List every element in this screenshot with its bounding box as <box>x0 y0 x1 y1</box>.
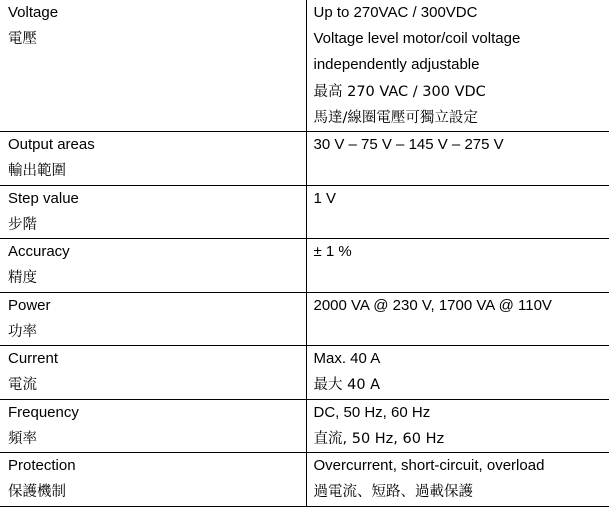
spec-value-line: ± 1 % <box>313 243 352 261</box>
spec-label-en: Frequency <box>8 403 79 421</box>
spec-row-accuracy <box>0 239 609 293</box>
spec-value-cell <box>306 0 609 132</box>
spec-label-zh: 步階 <box>8 216 37 233</box>
spec-label-cell <box>0 346 306 400</box>
spec-label-zh: 頻率 <box>8 430 37 447</box>
spec-value-line: 過電流、短路、過載保護 <box>313 484 473 501</box>
spec-label-zh: 精度 <box>8 270 37 287</box>
spec-value-line: DC, 50 Hz, 60 Hz <box>313 403 431 421</box>
spec-row-protection <box>0 453 609 507</box>
spec-value-line: 最大 40 A <box>313 377 381 394</box>
spec-label-en: Current <box>8 350 59 368</box>
spec-label-en: Accuracy <box>8 243 70 261</box>
spec-row-step-value <box>0 185 609 239</box>
spec-value-line: 最高 270 VAC / 300 VDC <box>313 83 486 100</box>
spec-value-cell <box>306 453 609 507</box>
spec-label-zh: 電流 <box>8 377 37 394</box>
spec-row-frequency <box>0 399 609 453</box>
spec-value-cell <box>306 346 609 400</box>
spec-value-line: Up to 270VAC / 300VDC <box>313 4 478 21</box>
spec-value-line: Overcurrent, short-circuit, overload <box>313 457 545 475</box>
spec-value-line: Voltage level motor/coil voltage <box>313 30 521 48</box>
spec-label-cell <box>0 453 306 507</box>
spec-row-output-areas <box>0 132 609 186</box>
spec-value-cell <box>306 399 609 453</box>
spec-label-cell <box>0 239 306 293</box>
spec-label-cell <box>0 399 306 453</box>
spec-value-line: 馬達/線圈電壓可獨立設定 <box>313 109 478 126</box>
spec-value-line: 2000 VA @ 230 V, 1700 VA @ 110V <box>313 296 552 314</box>
spec-label-en: Protection <box>8 457 76 475</box>
spec-label-cell <box>0 132 306 186</box>
spec-value-cell <box>306 239 609 293</box>
spec-value-line: 1 V <box>313 189 337 207</box>
spec-label-cell <box>0 292 306 346</box>
spec-label-cell <box>0 0 306 132</box>
spec-label-zh: 電壓 <box>8 31 37 48</box>
spec-row-current <box>0 346 609 400</box>
spec-label-zh: 功率 <box>8 323 37 340</box>
spec-value-cell <box>306 185 609 239</box>
spec-value-line: Max. 40 A <box>313 350 381 368</box>
spec-row-voltage <box>0 0 609 132</box>
spec-value-line: independently adjustable <box>313 56 480 74</box>
spec-label-en: Voltage <box>8 4 59 21</box>
spec-label-cell <box>0 185 306 239</box>
spec-row-power <box>0 292 609 346</box>
spec-label-zh: 輸出範圍 <box>8 163 66 180</box>
spec-value-line: 直流, 50 Hz, 60 Hz <box>313 430 445 447</box>
spec-label-en: Power <box>8 296 51 314</box>
spec-value-cell <box>306 132 609 186</box>
spec-value-line: 30 V – 75 V – 145 V – 275 V <box>313 136 504 154</box>
spec-label-en: Output areas <box>8 136 95 154</box>
spec-value-cell <box>306 292 609 346</box>
spec-label-zh: 保護機制 <box>8 484 66 501</box>
spec-label-en: Step value <box>8 189 79 207</box>
